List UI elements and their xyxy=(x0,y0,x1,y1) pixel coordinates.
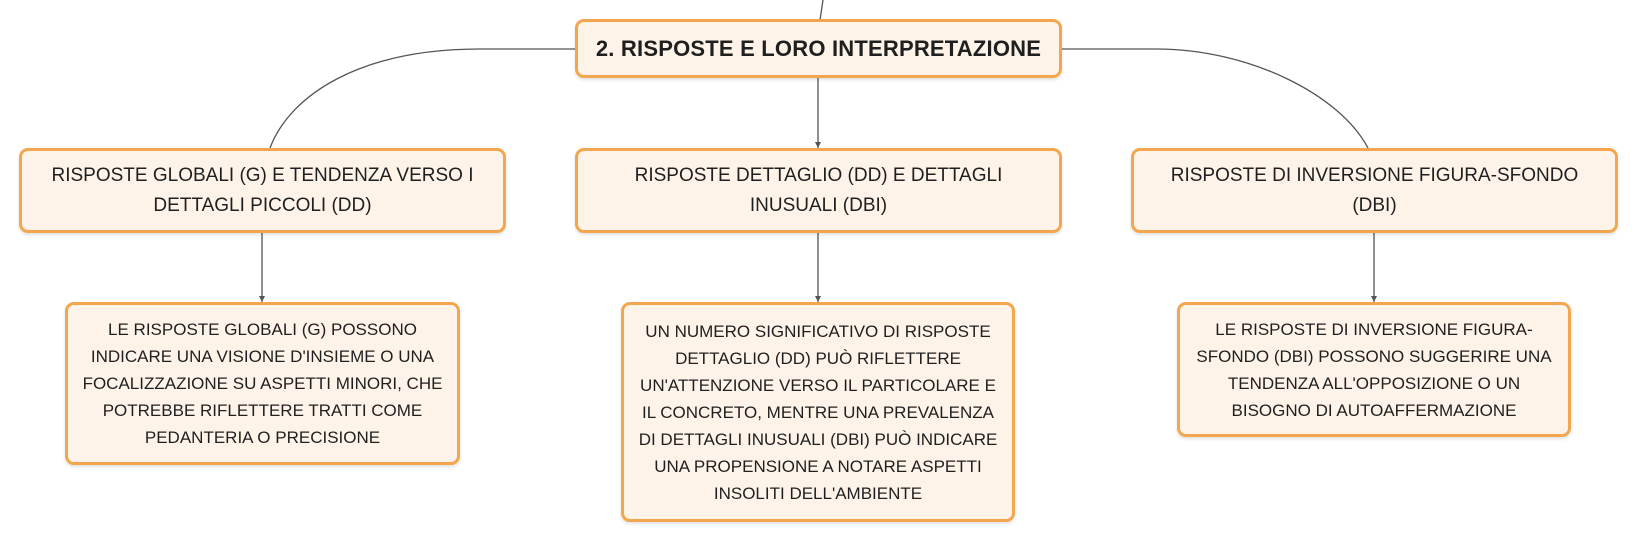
root-node-label: 2. RISPOSTE E LORO INTERPRETAZIONE xyxy=(595,35,1042,61)
branch-node-figure-ground-responses[interactable] xyxy=(1131,148,1618,233)
root-node[interactable] xyxy=(575,19,1062,78)
detail-node-detail-responses[interactable] xyxy=(621,302,1015,522)
detail-node-text: UN NUMERO SIGNIFICATIVO DI RISPOSTE DETTAGLIO (DD) PUÒ RIFLETTERE UN'ATTENZIONE VERSO IL PARTICOLARE E IL CONCRETO, MENTRE UNA PREVALENZA DI DETTAGLI INUSUALI (DBI) PUÒ INDICARE UNA PROPENSIONE A NOTARE ASPETTI INSOLITI DELL'AMBIENTE xyxy=(638,321,998,503)
branch-node-label: RISPOSTE GLOBALI (G) E TENDENZA VERSO I DETTAGLI PICCOLI (DD) xyxy=(51,164,474,216)
detail-node-global-responses[interactable] xyxy=(65,302,460,465)
detail-node-text: LE RISPOSTE DI INVERSIONE FIGURA-SFONDO (DBI) POSSONO SUGGERIRE UNA TENDENZA ALL'OPPOSIZIONE O UN BISOGNO DI AUTOAFFERMAZIONE xyxy=(1196,319,1552,420)
branch-node-global-responses[interactable] xyxy=(19,148,506,233)
branch-node-detail-responses[interactable] xyxy=(575,148,1062,233)
detail-node-text: LE RISPOSTE GLOBALI (G) POSSONO INDICARE UNA VISIONE D'INSIEME O UNA FOCALIZZAZIONE SU ASPETTI MINORI, CHE POTREBBE RIFLETTERE TRATTI COME PEDANTERIA O PRECISIONE xyxy=(82,320,443,447)
connector-root-to-branch-3 xyxy=(1061,49,1368,148)
branch-node-label: RISPOSTE DETTAGLIO (DD) E DETTAGLI INUSUALI (DBI) xyxy=(634,164,1003,216)
connector-incoming xyxy=(820,0,823,20)
connector-root-to-branch-1 xyxy=(270,49,575,148)
branch-node-label: RISPOSTE DI INVERSIONE FIGURA-SFONDO (DBI) xyxy=(1170,164,1579,216)
detail-node-figure-ground-responses[interactable] xyxy=(1177,302,1571,437)
